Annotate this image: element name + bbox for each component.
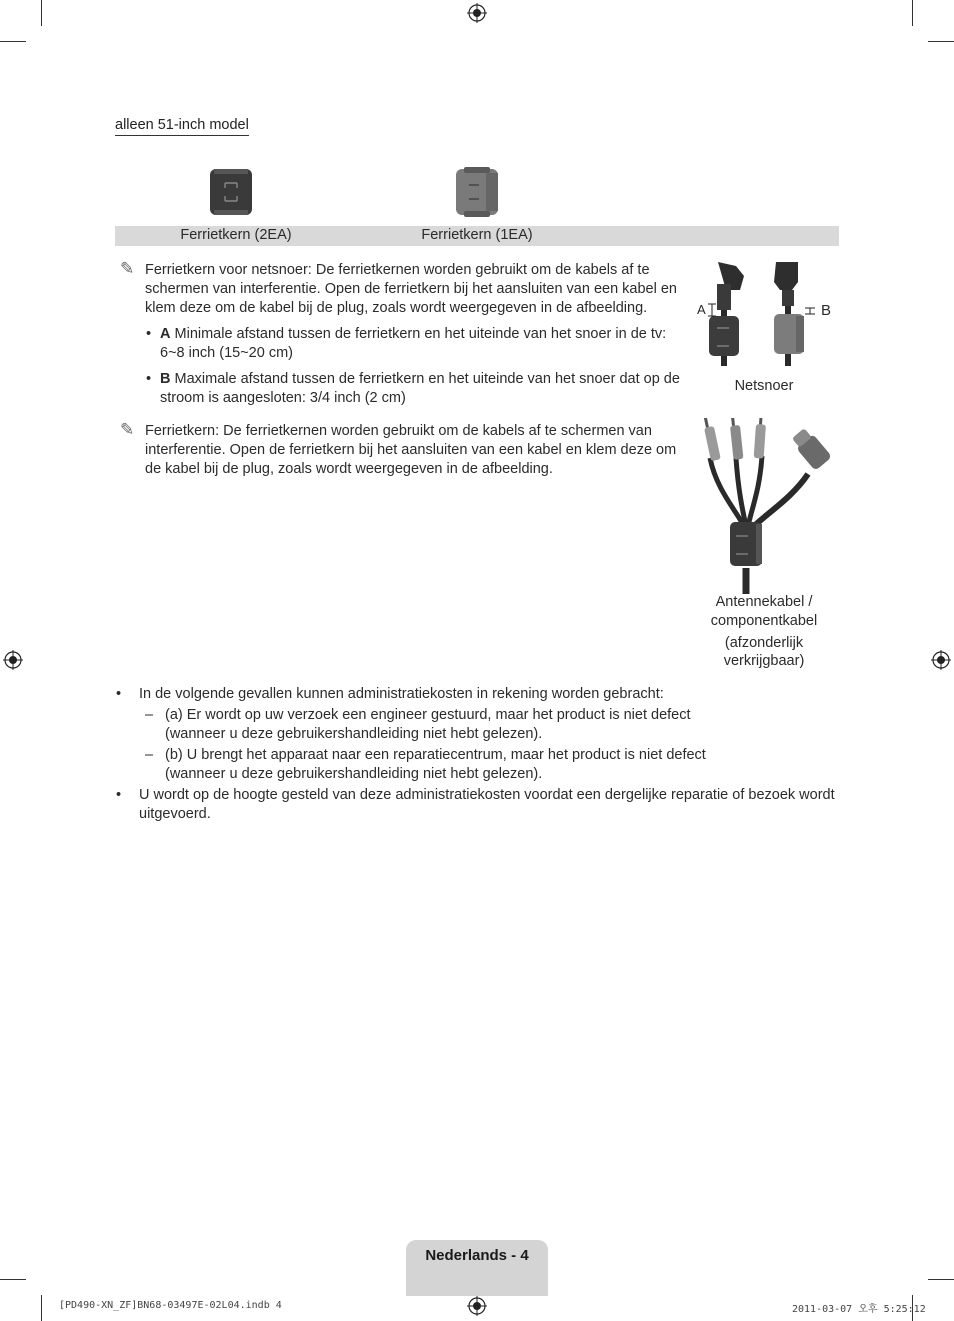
- antenna-caption-line2: componentkabel: [710, 613, 818, 629]
- bullet-dot: •: [146, 371, 152, 387]
- note-power-cord-text: Ferrietkern voor netsnoer: De ferrietkernen worden gebruikt om de kabels af te schermen van interferentie. Open de ferrietkern bij het aansluiten van een kabel en klem deze om de kabel bij de plug, zoals wordt weergegeven in de afbeelding.: [145, 262, 677, 316]
- power-cord-illustration: [690, 256, 840, 371]
- antenna-caption-line1: Antennekabel /: [715, 594, 813, 610]
- bullet-a-key: A: [160, 326, 171, 342]
- bullet-b-key: B: [160, 371, 171, 387]
- admin-case-a-line2: (wanneer u deze gebruikershandleiding niet hebt gelezen).: [165, 726, 543, 742]
- ferrite-core-light-icon: [454, 167, 500, 217]
- admin-case-b-line2: (wanneer u deze gebruikershandleiding niet hebt gelezen).: [165, 766, 543, 782]
- dash: –: [145, 747, 154, 763]
- antenna-cable-illustration: [696, 418, 836, 596]
- antenna-caption-line4: verkrijgbaar): [723, 653, 805, 669]
- registration-mark-icon: [3, 650, 23, 670]
- crop-mark: [41, 1295, 42, 1321]
- note-ferrite-text: Ferrietkern: De ferrietkernen worden gebruikt om de kabels af te schermen van interferentie. Open de ferrietkern bij het aansluiten van een kabel en klem deze om de kabel bij de plug, zoals wordt weergegeven in de afbeelding.: [145, 423, 677, 477]
- registration-mark-icon: [467, 3, 487, 23]
- bullet-dot: •: [116, 686, 122, 702]
- bullet-b-text: Maximale afstand tussen de ferrietkern en het uiteinde van het snoer dat op de stroom is aangesloten: 3/4 inch (2 cm): [160, 371, 680, 406]
- crop-mark: [928, 41, 954, 42]
- admin-costs-intro: In de volgende gevallen kunnen administratiekosten in rekening worden gebracht:: [139, 686, 664, 702]
- ferrite-label-1ea: Ferrietkern (1EA): [421, 227, 533, 243]
- antenna-caption-line3: (afzonderlijk: [724, 635, 804, 651]
- dash: –: [145, 707, 154, 723]
- label-b: B: [821, 302, 832, 319]
- crop-mark: [912, 0, 913, 26]
- file-info: [PD490-XN_ZF]BN68-03497E-02L04.indb 4: [59, 1300, 282, 1311]
- section-heading: alleen 51-inch model: [115, 117, 249, 136]
- admin-case-a-line1: (a) Er wordt op uw verzoek een engineer gestuurd, maar het product is niet defect: [165, 707, 691, 723]
- page-number-badge: Nederlands - 4: [406, 1240, 548, 1296]
- crop-mark: [928, 1279, 954, 1280]
- registration-mark-icon: [467, 1296, 487, 1316]
- pencil-note-icon: ✎: [120, 420, 135, 439]
- bullet-dot: •: [116, 787, 122, 803]
- power-cord-caption: Netsnoer: [734, 378, 794, 394]
- registration-mark-icon: [931, 650, 951, 670]
- bullet-b: [160, 370, 680, 408]
- admin-costs-notice: U wordt op de hoogte gesteld van deze administratiekosten voordat een dergelijke reparatie of bezoek wordt uitgevoerd.: [139, 787, 835, 822]
- crop-mark: [41, 0, 42, 26]
- pencil-note-icon: ✎: [120, 259, 135, 278]
- admin-case-b-line1: (b) U brengt het apparaat naar een reparatiecentrum, maar het product is niet defect: [165, 747, 706, 763]
- bullet-a-text: Minimale afstand tussen de ferrietkern en het uiteinde van het snoer in de tv: 6~8 inch (15~20 cm): [160, 326, 667, 361]
- bullet-a: [160, 325, 680, 363]
- crop-mark: [0, 1279, 26, 1280]
- label-a: A: [697, 302, 706, 317]
- crop-mark: [0, 41, 26, 42]
- ferrite-core-dark-icon: [208, 167, 254, 217]
- print-timestamp: 2011-03-07 오후 5:25:12: [792, 1304, 926, 1315]
- ferrite-label-2ea: Ferrietkern (2EA): [180, 227, 292, 243]
- bullet-dot: •: [146, 326, 152, 342]
